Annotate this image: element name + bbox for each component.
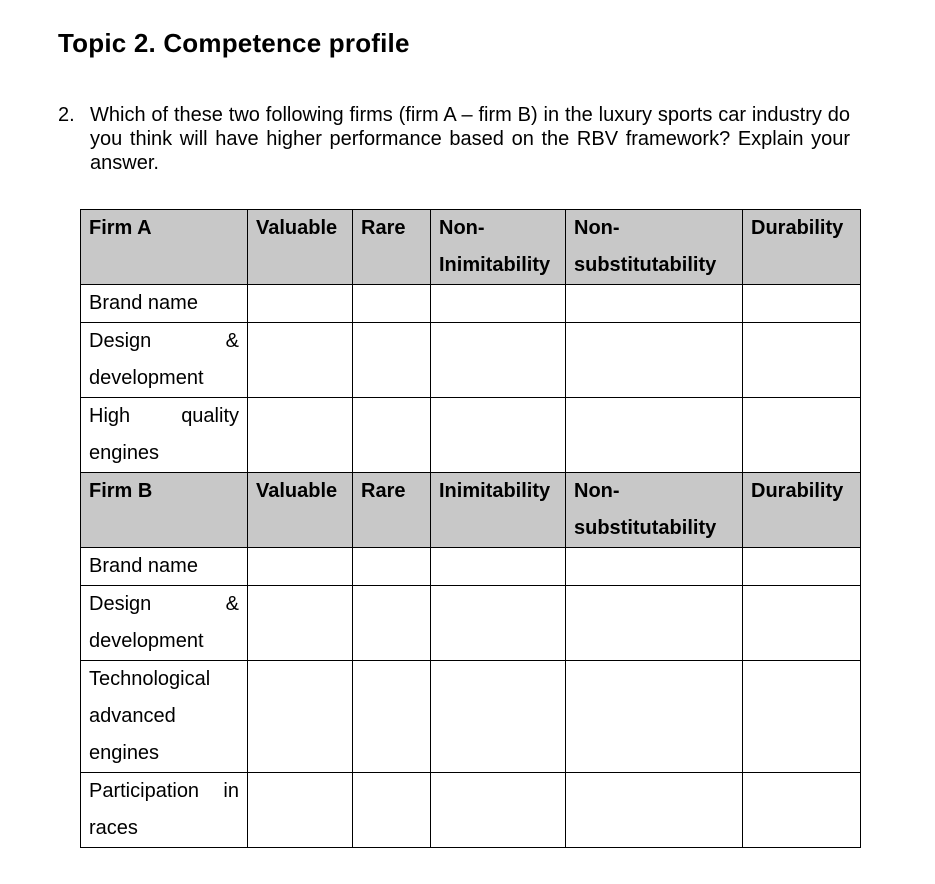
table-row	[81, 285, 861, 323]
row-label-brand-name: Brand name	[81, 285, 248, 323]
inimitability-header: Inimitability	[431, 473, 566, 548]
table-row	[81, 586, 861, 661]
table-cell[interactable]	[431, 548, 566, 586]
row-label-brand-name: Brand name	[81, 548, 248, 586]
table-cell[interactable]	[566, 661, 743, 773]
table-cell[interactable]	[566, 548, 743, 586]
table-cell[interactable]	[353, 398, 431, 473]
table-cell[interactable]	[248, 773, 353, 848]
non-substitutability-header: Non- substitutability	[566, 210, 743, 285]
page-title: Topic 2. Competence profile	[58, 28, 410, 58]
valuable-header: Valuable	[248, 473, 353, 548]
table-cell[interactable]	[743, 548, 861, 586]
table-cell[interactable]	[743, 285, 861, 323]
durability-header: Durability	[743, 473, 861, 548]
table-cell[interactable]	[743, 323, 861, 398]
row-label-design-development: Design & development	[81, 323, 248, 398]
table-cell[interactable]	[743, 773, 861, 848]
firm-a-header: Firm A	[81, 210, 248, 285]
table-cell[interactable]	[248, 548, 353, 586]
question-text: Which of these two following firms (firm A – firm B) in the luxury sports car industry do you think will have higher performance based on the RBV framework? Explain your answer.	[90, 104, 850, 174]
table-cell[interactable]	[353, 773, 431, 848]
row-label-technological-advanced-engines: Technological advanced engines	[81, 661, 248, 773]
table-cell[interactable]	[353, 661, 431, 773]
durability-header: Durability	[743, 210, 861, 285]
row-label-participation-in-races: Participation in races	[81, 773, 248, 848]
rare-header: Rare	[353, 210, 431, 285]
table-row	[81, 323, 861, 398]
row-label-high-quality-engines: High quality engines	[81, 398, 248, 473]
rare-header: Rare	[353, 473, 431, 548]
firm-a-header-row	[81, 210, 861, 285]
table-cell[interactable]	[431, 661, 566, 773]
table-cell[interactable]	[431, 285, 566, 323]
non-inimitability-header: Non- Inimitability	[431, 210, 566, 285]
table-cell[interactable]	[566, 586, 743, 661]
table-cell[interactable]	[431, 323, 566, 398]
table-cell[interactable]	[248, 661, 353, 773]
table-cell[interactable]	[431, 586, 566, 661]
firm-b-header: Firm B	[81, 473, 248, 548]
table-cell[interactable]	[353, 285, 431, 323]
rbv-table	[80, 209, 861, 848]
table-cell[interactable]	[743, 661, 861, 773]
non-substitutability-header: Non- substitutability	[566, 473, 743, 548]
row-label-design-development: Design & development	[81, 586, 248, 661]
table-cell[interactable]	[248, 586, 353, 661]
table-row	[81, 398, 861, 473]
valuable-header: Valuable	[248, 210, 353, 285]
table-cell[interactable]	[248, 323, 353, 398]
table-cell[interactable]	[566, 398, 743, 473]
table-cell[interactable]	[566, 285, 743, 323]
table-cell[interactable]	[353, 586, 431, 661]
table-cell[interactable]	[248, 398, 353, 473]
table-cell[interactable]	[353, 548, 431, 586]
table-cell[interactable]	[353, 323, 431, 398]
firm-b-header-row	[81, 473, 861, 548]
table-row	[81, 548, 861, 586]
table-row	[81, 773, 861, 848]
table-cell[interactable]	[743, 398, 861, 473]
question-number: 2.	[58, 104, 75, 126]
table-cell[interactable]	[743, 586, 861, 661]
question-block	[58, 103, 850, 175]
table-cell[interactable]	[431, 773, 566, 848]
table-cell[interactable]	[566, 773, 743, 848]
table-cell[interactable]	[566, 323, 743, 398]
table-cell[interactable]	[248, 285, 353, 323]
table-cell[interactable]	[431, 398, 566, 473]
table-row	[81, 661, 861, 773]
